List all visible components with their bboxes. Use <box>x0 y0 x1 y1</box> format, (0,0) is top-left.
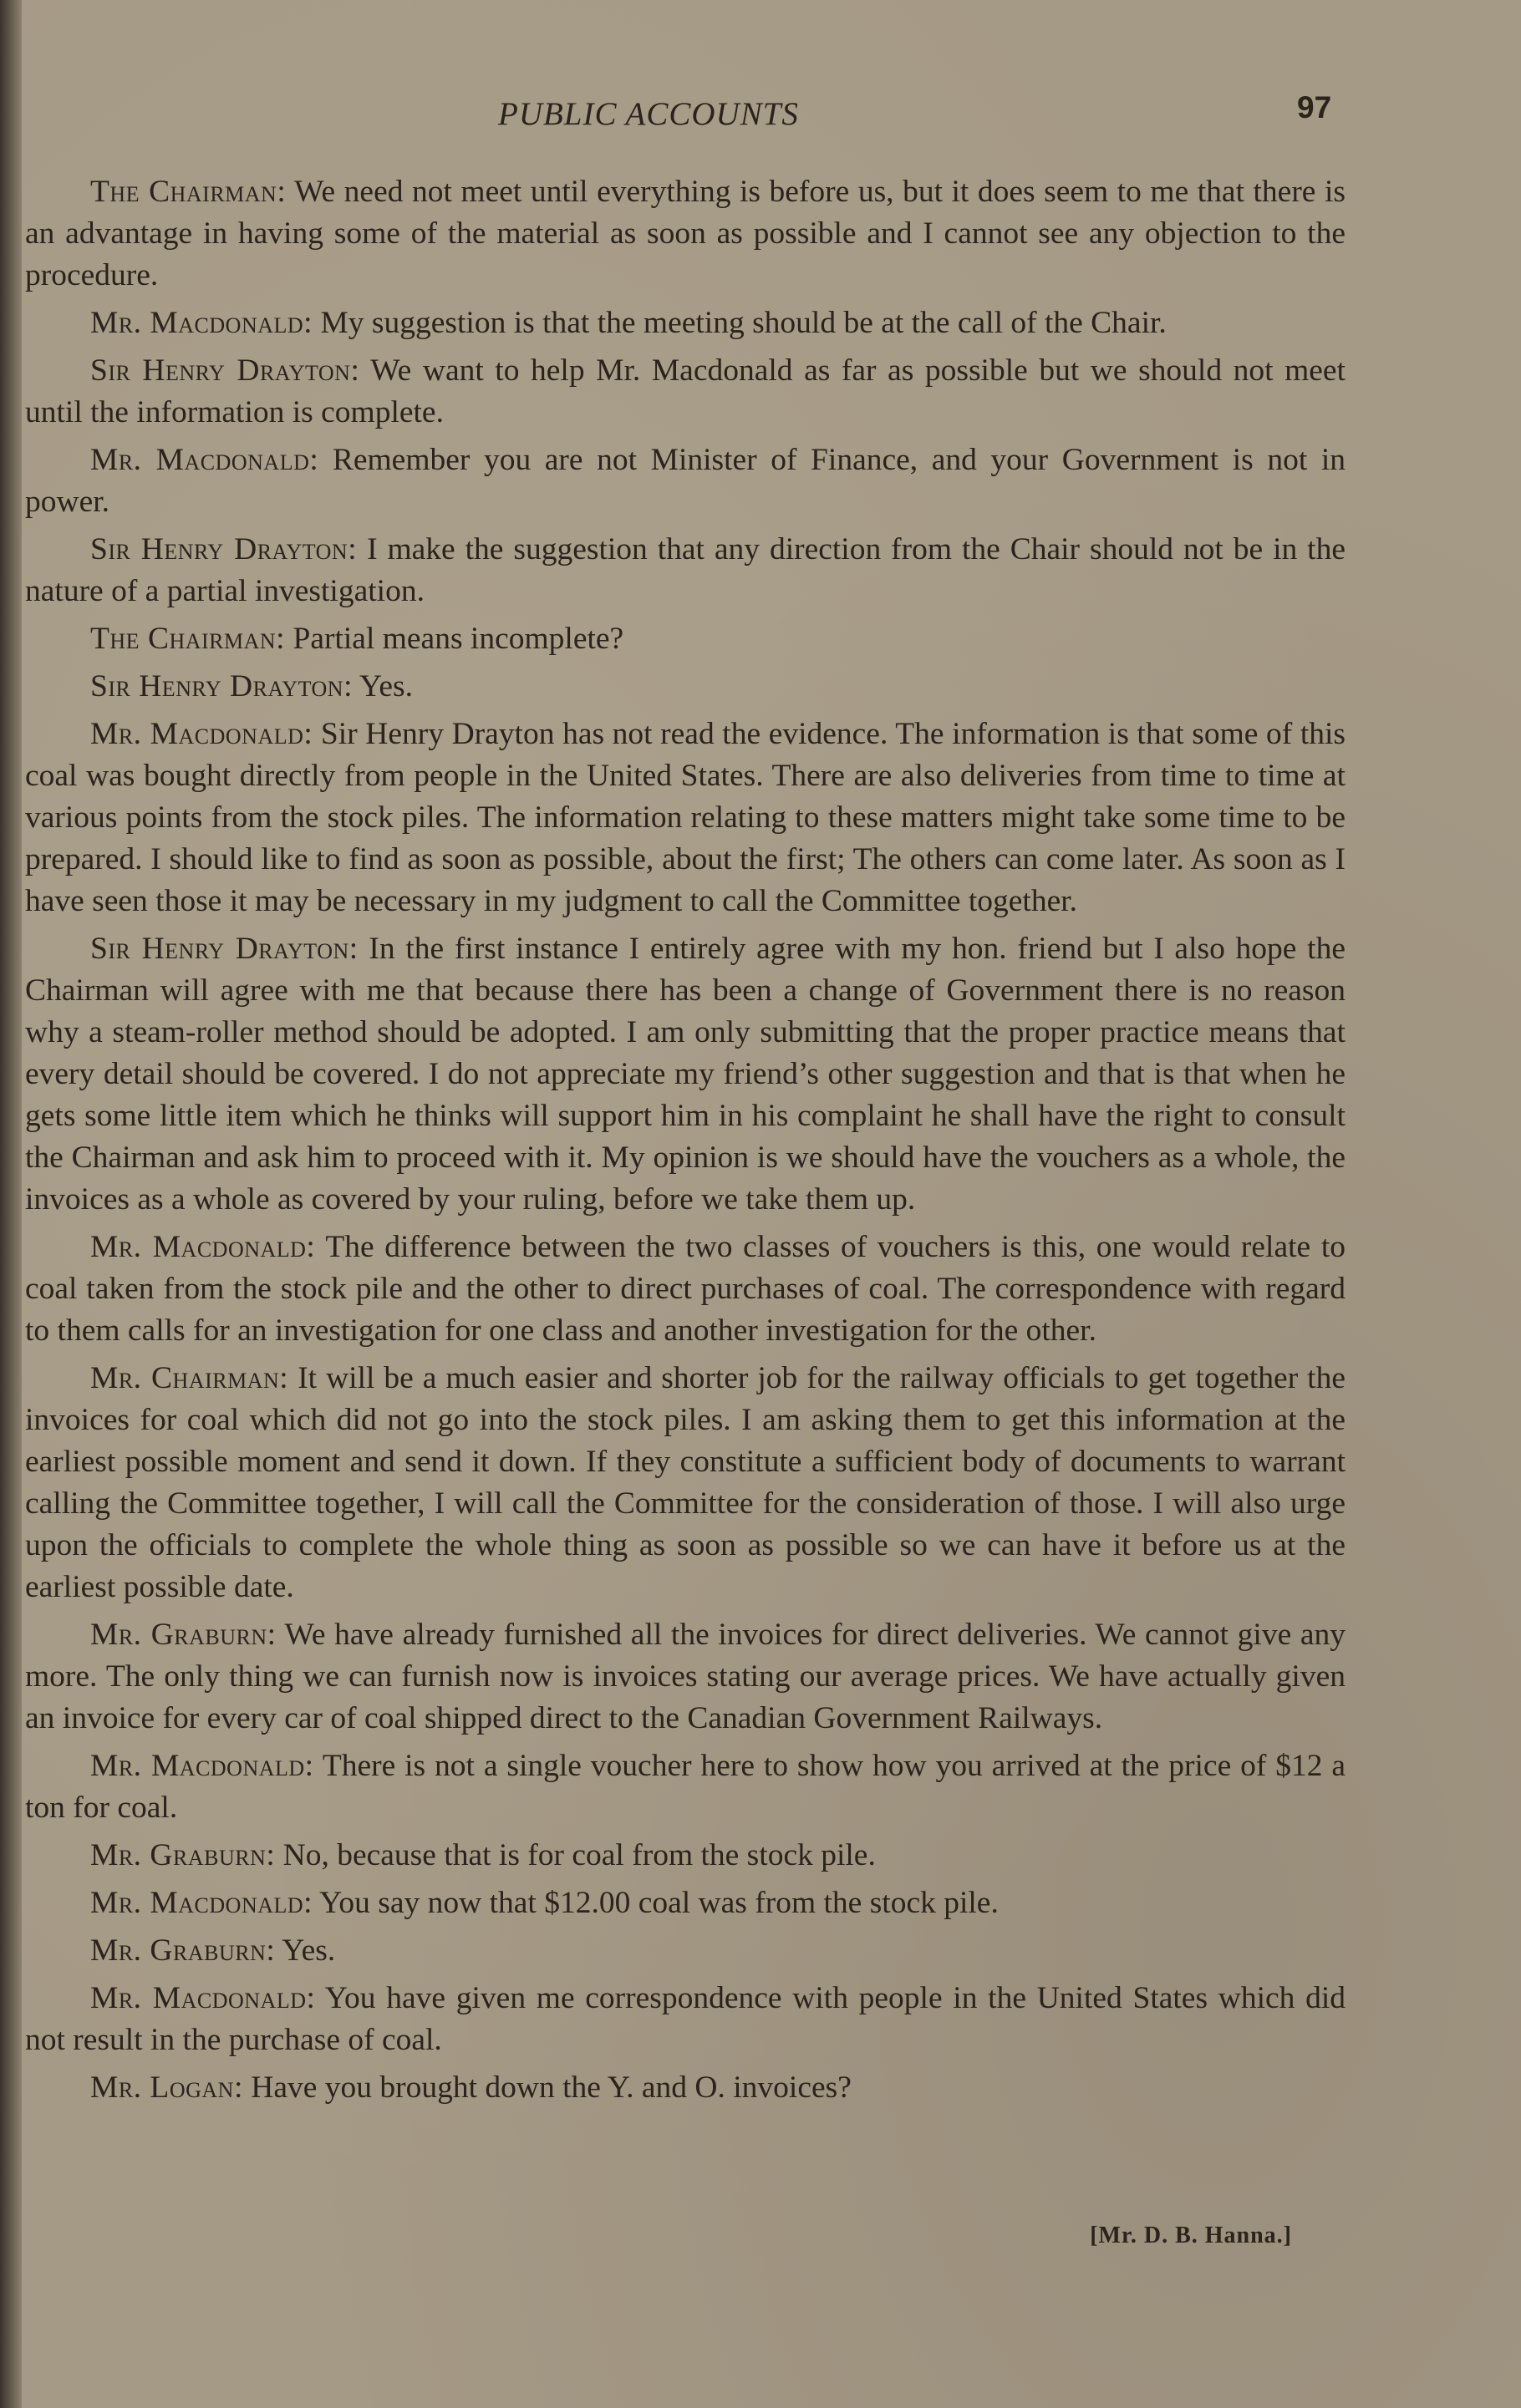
speech-text: We want to help Mr. Macdonald as far as possible but we should not meet until the information is complete. <box>25 353 1346 429</box>
speech-text: Yes. <box>282 1933 336 1968</box>
running-title: PUBLIC ACCOUNTS <box>498 96 799 132</box>
speaker-name: Sir Henry Drayton: <box>90 353 360 388</box>
paragraph <box>25 302 1346 344</box>
speaker-name: Mr. Macdonald: <box>90 1981 316 2015</box>
speaker-name: Mr. Chairman: <box>90 1361 289 1395</box>
speech-text: Yes. <box>359 669 413 704</box>
paragraph <box>25 1745 1346 1829</box>
paragraph <box>25 1978 1346 2061</box>
speech-text: No, because that is for coal from the stock pile. <box>282 1838 876 1872</box>
speaker-name: Mr. Macdonald: <box>90 443 319 477</box>
speaker-name: The Chairman: <box>90 622 286 656</box>
speech-text: Partial means incomplete? <box>292 622 624 656</box>
speaker-name: The Chairman: <box>90 175 287 209</box>
speech-text: You say now that $12.00 coal was from the stock pile. <box>319 1886 999 1920</box>
paragraph <box>25 2067 1346 2109</box>
speaker-name: Mr. Macdonald: <box>90 306 313 340</box>
speaker-name: Mr. Logan: <box>90 2070 243 2105</box>
paragraph <box>25 1835 1346 1877</box>
speaker-name: Mr. Macdonald: <box>90 1230 316 1264</box>
speech-text: My suggestion is that the meeting should be at the call of the Chair. <box>320 306 1167 340</box>
paragraph <box>25 928 1346 1221</box>
paragraph <box>25 439 1346 523</box>
speaker-name: Mr. Macdonald: <box>90 1749 314 1783</box>
speaker-name: Mr. Graburn: <box>90 1618 277 1652</box>
paragraph <box>25 171 1346 297</box>
book-binding-edge <box>0 0 22 2408</box>
speaker-name: Sir Henry Drayton: <box>90 532 358 566</box>
speech-text: Remember you are not Minister of Finance, and your Government is not in power. <box>25 443 1346 519</box>
speech-text: We need not meet until everything is before us, but it does seem to me that there is an advantage in having some of the material as soon as possible and I cannot see any objection to the procedure. <box>25 175 1346 292</box>
speaker-name: Mr. Graburn: <box>90 1933 276 1968</box>
speaker-name: Sir Henry Drayton: <box>90 669 354 704</box>
speaker-name: Mr. Macdonald: <box>90 1886 313 1920</box>
speaker-name: Mr. Macdonald: <box>90 717 313 751</box>
paragraph <box>25 666 1346 708</box>
page-number: 97 <box>1297 90 1332 124</box>
paragraph <box>25 350 1346 434</box>
transcript-body <box>25 171 1346 2115</box>
speech-text: Have you brought down the Y. and O. invoices? <box>251 2070 852 2105</box>
paragraph <box>25 529 1346 612</box>
witness-reference: [Mr. D. B. Hanna.] <box>1090 2223 1292 2248</box>
speech-text: It will be a much easier and shorter job for the railway officials to get together the invoices for coal which did not go into the stock piles. I am asking them to get this information at the earliest possible moment and send it down. If they constitute a sufficient body of documents to warrant calling the Committee together, I will call the Committee for the consideration of those. I will also urge upon the officials to complete the whole thing as soon as possible so we can have it before us at the earliest possible date. <box>25 1361 1346 1604</box>
paragraph <box>25 1882 1346 1924</box>
speaker-name: Sir Henry Drayton: <box>90 932 359 966</box>
speech-text: We have already furnished all the invoices for direct deliveries. We cannot give any more. The only thing we can furnish now is invoices stating our average prices. We have actually given an invoice for every car of coal shipped direct to the Canadian Government Railways. <box>25 1618 1346 1735</box>
speech-text: You have given me correspondence with people in the United States which did not result in the purchase of coal. <box>25 1981 1346 2057</box>
speech-text: In the first instance I entirely agree with my hon. friend but I also hope the Chairman will agree with me that because there has been a change of Government there is no reason why a steam-roller method should be adopted. I am only submitting that the proper practice means that every detail should be covered. I do not appreciate my friend’s other suggestion and that is that when he gets some little item which he thinks will support him in his complaint he shall have the right to consult the Chairman and ask him to proceed with it. My opinion is we should have the vouchers as a whole, the invoices as a whole as covered by your ruling, before we take them up. <box>25 932 1346 1217</box>
paragraph <box>25 1930 1346 1972</box>
speech-text: The difference between the two classes of vouchers is this, one would relate to coal taken from the stock pile and the other to direct purchases of coal. The correspondence with regard to them calls for an investigation for one class and another investigation for the other. <box>25 1230 1346 1348</box>
speaker-name: Mr. Graburn: <box>90 1838 276 1872</box>
paragraph <box>25 1358 1346 1608</box>
paragraph <box>25 1614 1346 1740</box>
paragraph <box>25 1227 1346 1352</box>
speech-text: There is not a single voucher here to show how you arrived at the price of $12 a ton for coal. <box>25 1749 1346 1825</box>
page-header <box>0 90 1521 140</box>
speech-text: Sir Henry Drayton has not read the evidence. The information is that some of this coal was bought directly from people in the United States. There are also deliveries from time to time at various points from the stock piles. The information relating to these matters might take some time to be prepared. I should like to find as soon as possible, about the first; The others can come later. As soon as I have seen those it may be necessary in my judgment to call the Committee together. <box>25 717 1346 918</box>
speech-text: I make the suggestion that any direction from the Chair should not be in the nature of a partial investigation. <box>25 532 1346 608</box>
paragraph <box>25 618 1346 660</box>
paragraph <box>25 714 1346 922</box>
